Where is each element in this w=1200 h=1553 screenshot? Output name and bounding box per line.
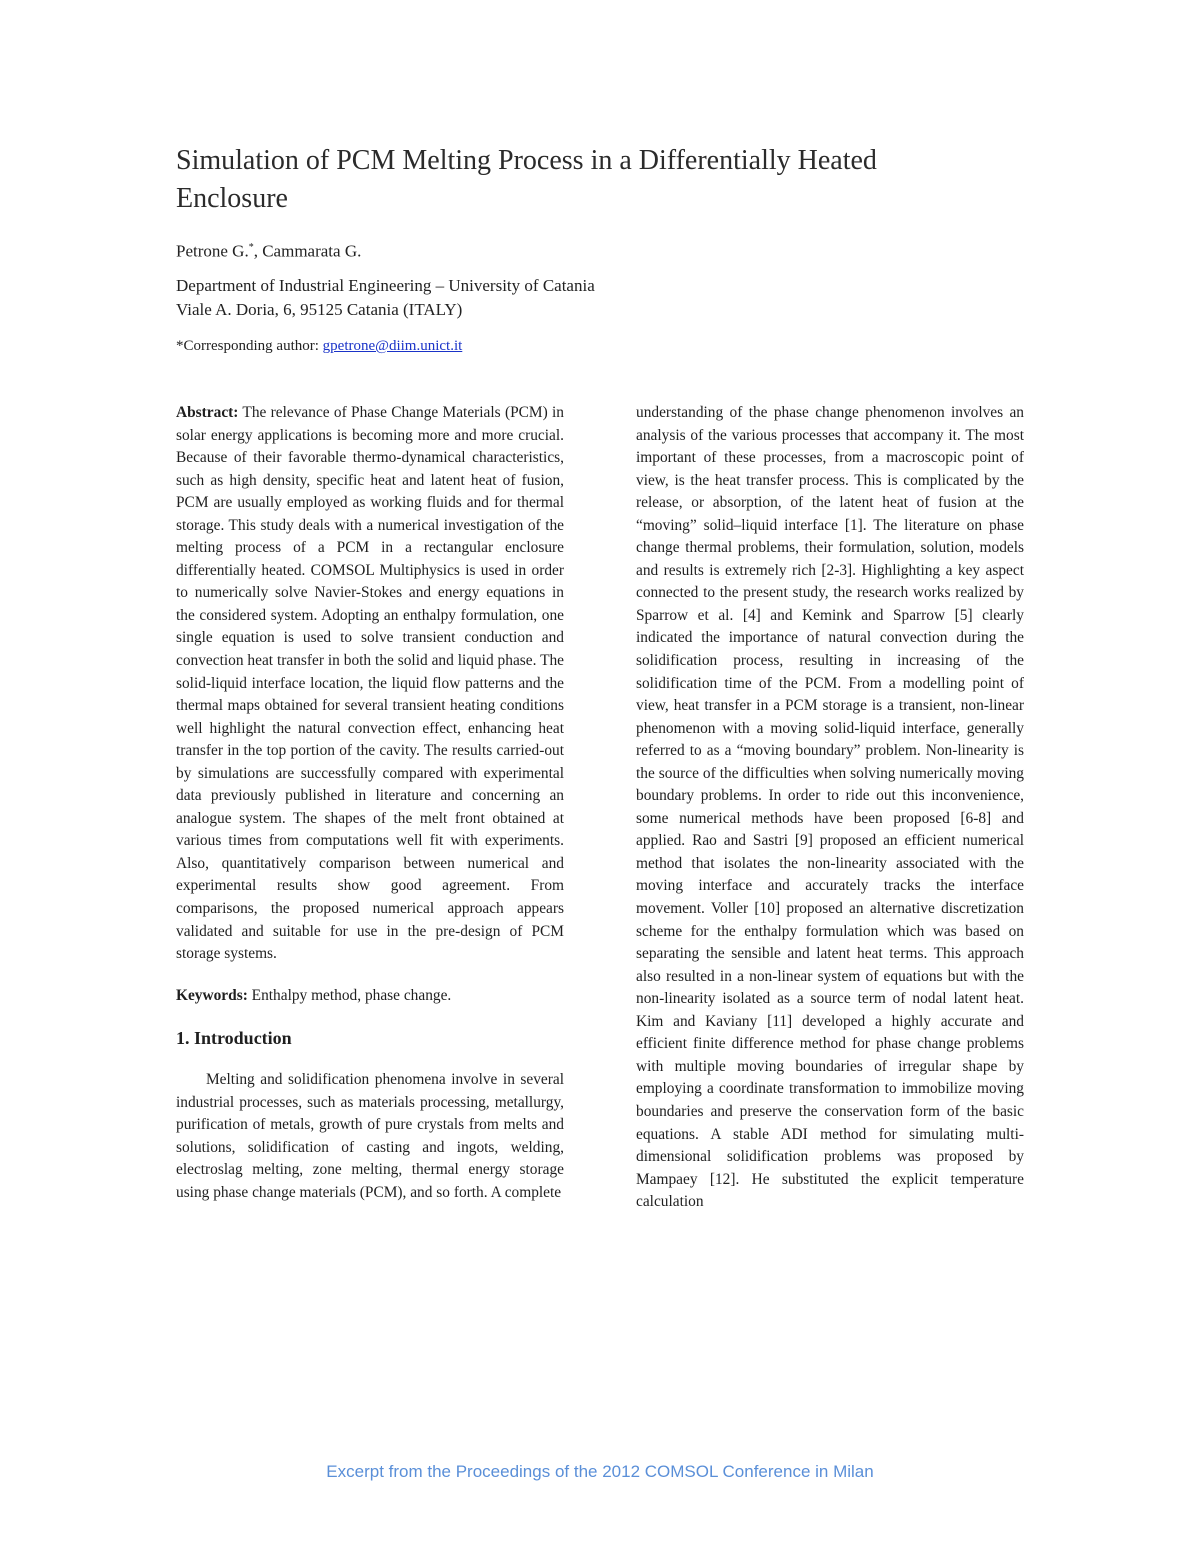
left-column [176,402,564,1205]
corresponding-label: *Corresponding author: [176,338,323,354]
affiliation [176,274,595,322]
author-list [176,236,361,264]
author-email-link[interactable]: gpetrone@diim.unict.it [322,338,463,354]
author-second: , Cammarata G. [253,241,362,261]
keywords-paragraph [176,985,564,1008]
abstract-paragraph [176,402,564,966]
abstract-text: The relevance of Phase Change Materials (PCM) in solar energy applications is becoming more and more crucial. Because of their favorable thermo-dynamical characteristics, such as high density, specific heat and latent heat of fusion, PCM are usually employed as working fluids and for thermal storage. This study deals with a numerical investigation of the melting process of a PCM in a rectangular enclosure differentially heated. COMSOL Multiphysics is used in order to numerically solve Navier-Stokes and energy equations in the considered system. Adopting an enthalpy formulation, one single equation is used to solve transient conduction and convection heat transfer in both the solid and liquid phase. The solid-liquid interface location, the liquid flow patterns and the thermal maps obtained for several transient heating conditions well highlight the natural convection effect, enhancing heat transfer in the top portion of the cavity. The results carried-out by simulations are successfully compared with experimental data previously published in literature and concerning an analogue system. The shapes of the melt front obtained at various times from computations well fit with experiments. Also, quantitatively comparison between numerical and experimental results show good agreement. From comparisons, the proposed numerical approach appears validated and suitable for use in the pre-design of PCM storage systems. [176,404,564,963]
intro-paragraph: Melting and solidification phenomena involve in several industrial processes, such as materials processing, metallurgy, purification of metals, growth of pure crystals from melts and solutions, solidification of casting and ingots, welding, electroslag melting, zone melting, thermal energy storage using phase change materials (PCM), and so forth. A complete [176,1071,564,1201]
author-first: Petrone G. [176,241,249,261]
section-heading-introduction: 1. Introduction [176,1028,292,1049]
affiliation-line-1: Department of Industrial Engineering – University of Catania [176,276,595,295]
paper-title: Simulation of PCM Melting Process in a Differentially Heated Enclosure [176,145,877,214]
abstract-label: Abstract: [176,404,239,421]
keywords-text: Enthalpy method, phase change. [247,986,452,1004]
intro-paragraph-continued: understanding of the phase change phenomenon involves an analysis of the various processes that accompany it. The most important of these processes, from a macroscopic point of view, is the heat transfer process. This is complicated by the release, or absorption, of the latent heat of fusion at the “moving” solid–liquid interface [1]. The literature on phase change thermal problems, their formulation, solution, models and results is extremely rich [2-3]. Highlighting a key aspect connected to the present study, the research works realized by Sparrow et al. [4] and Kemink and Sparrow [5] clearly indicated the importance of natural convection during the solidification process, resulting in increasing of the solidification time of the PCM. From a modelling point of view, heat transfer in a PCM storage is a transient, non-linear phenomenon with a moving solid-liquid interface, generally referred to as a “moving boundary” problem. Non-linearity is the source of the difficulties when solving numerically moving boundary problems. In order to ride out this inconvenience, some numerical methods have been proposed [6-8] and applied. Rao and Sastri [9] proposed an efficient numerical method that isolates the non-linearity associated with the moving interface and accurately tracks the interface movement. Voller [10] proposed an alternative discretization scheme for the enthalpy formulation which was based on separating the sensible and latent heat terms. This approach also resulted in a non-linear system of equations but with the non-linearity isolated as a source term of nodal latent heat. Kim and Kaviany [11] developed a highly accurate and efficient finite difference method for phase change problems with multiple moving boundaries of irregular shape by employing a coordinate transformation to immobilize moving boundaries and preserve the conservation form of the basic equations. A stable ADI method for simulating multi-dimensional solidification problems was proposed by Mampaey [12]. He substituted the explicit temperature calculation [636,404,1024,1211]
right-column [636,402,1024,1214]
affiliation-line-2: Viale A. Doria, 6, 95125 Catania (ITALY) [176,300,463,319]
conference-footer: Excerpt from the Proceedings of the 2012 COMSOL Conference in Milan [326,1462,874,1481]
corresponding-marker: * [248,242,254,253]
keywords-label: Keywords: [176,986,248,1004]
corresponding-author [176,335,462,357]
